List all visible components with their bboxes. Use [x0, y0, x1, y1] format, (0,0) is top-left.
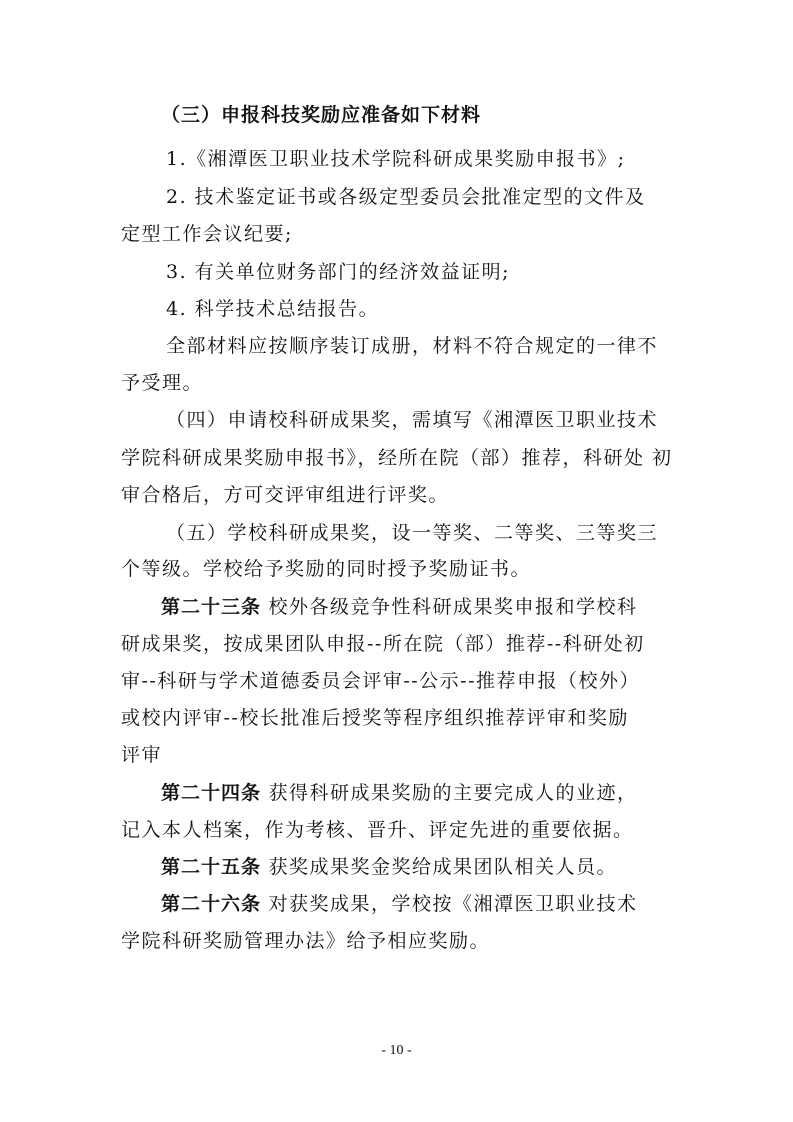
section-heading: （三）申报科技奖励应准备如下材料 — [161, 104, 482, 126]
list-item: 1.《湘潭医卫职业技术学院科研成果奖励申报书》; — [166, 148, 626, 170]
paragraph-line: （四）申请校科研成果奖，需填写《湘潭医卫职业技术 — [166, 409, 659, 431]
article-25-line — [161, 855, 617, 879]
page-number: - 10 - — [381, 1043, 412, 1058]
paragraph-line: 个等级。学校给予奖励的同时授予奖励证书。 — [121, 558, 532, 580]
article-23-line: 或校内评审--校长批准后授奖等程序组织推荐评审和奖励 — [121, 707, 629, 729]
article-23-line: 研成果奖，按成果团队申报--所在院（部）推荐--科研处初 — [121, 633, 645, 655]
article-23-line: 审--科研与学术道德委员会评审--公示--推荐申报（校外） — [121, 670, 641, 692]
article-title: 第二十四条 — [161, 782, 262, 804]
paragraph-line: 学院科研成果奖励申报书》，经所在院（部）推荐，科研处 初 — [121, 447, 673, 469]
article-text: 对获奖成果，学校按《湘潭医卫职业技术 — [261, 893, 638, 915]
list-item: 4. 科学技术总结报告。 — [166, 298, 380, 320]
article-24-line — [161, 781, 638, 805]
list-item: 2. 技术鉴定证书或各级定型委员会批准定型的文件及 — [166, 186, 646, 208]
article-text: 获奖成果奖金奖给成果团队相关人员。 — [261, 856, 618, 878]
paragraph-line: （五）学校科研成果奖，设一等奖、二等奖、三等奖三 — [166, 522, 659, 544]
article-title: 第二十三条 — [161, 596, 262, 618]
article-title: 第二十六条 — [161, 893, 262, 915]
paragraph-line: 审合格后，方可交评审组进行评奖。 — [121, 484, 450, 506]
article-text: 校外各级竞争性科研成果奖申报和学校科 — [261, 596, 638, 618]
paragraph-line: 全部材料应按顺序装订成册，材料不符合规定的一律不 — [166, 335, 659, 357]
article-title: 第二十五条 — [161, 856, 262, 878]
article-23-line: 评审 — [121, 744, 163, 766]
article-24-line: 记入本人档案，作为考核、晋升、评定先进的重要依据。 — [121, 819, 634, 841]
list-item: 3. 有关单位财务部门的经济效益证明; — [166, 261, 511, 283]
article-26-line: 学院科研奖励管理办法》给予相应奖励。 — [121, 930, 491, 952]
list-item-continuation: 定型工作会议纪要; — [121, 223, 293, 245]
article-text: 获得科研成果奖励的主要完成人的业迹， — [261, 782, 638, 804]
article-26-line — [161, 892, 638, 916]
article-23-line — [161, 595, 638, 619]
paragraph-line: 予受理。 — [121, 372, 204, 394]
